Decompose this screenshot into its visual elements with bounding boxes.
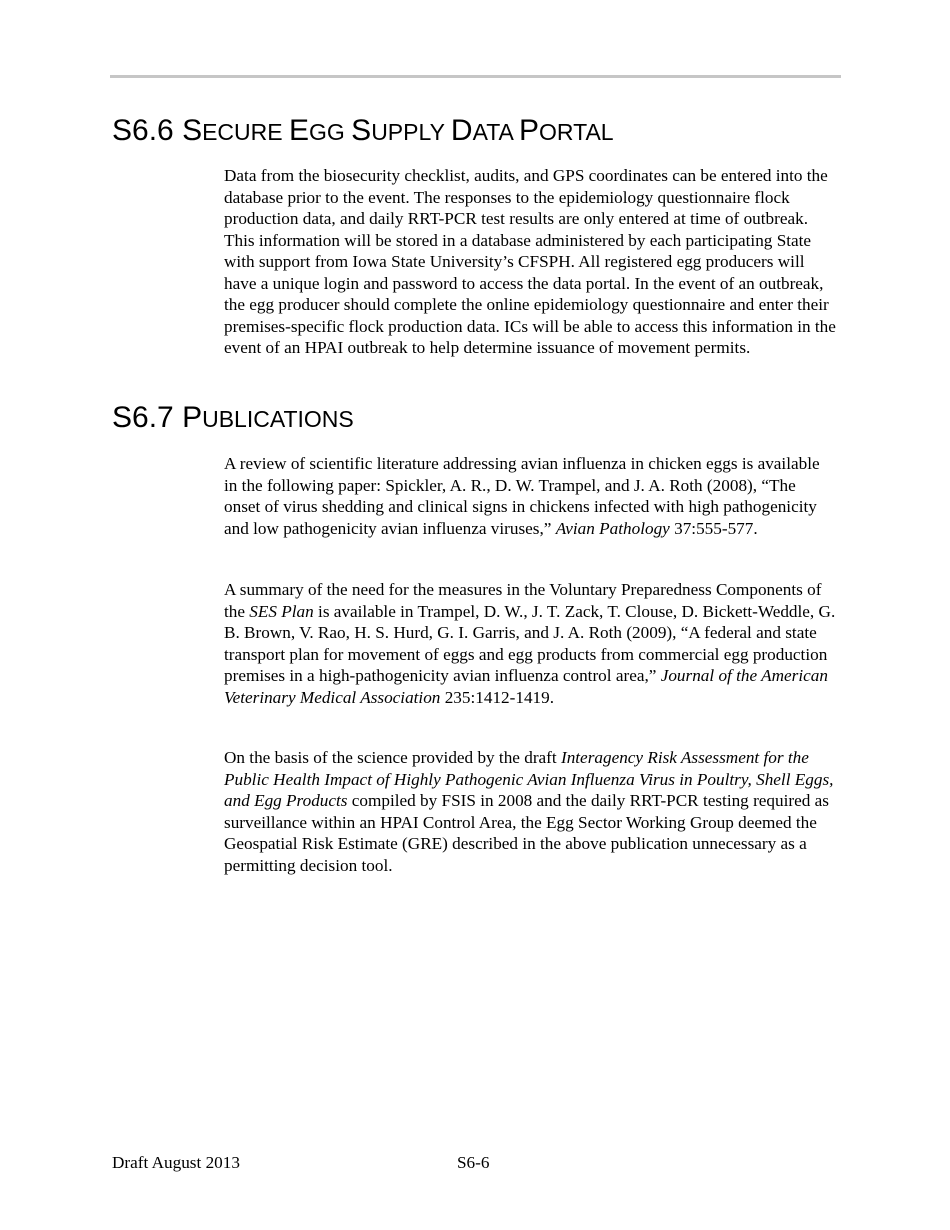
paragraph-data-portal: Data from the biosecurity checklist, audits, and GPS coordinates can be entered into the database prior to the event. The responses to the epidemiology questionnaire flock production data, and daily RRT-PCR test results are only entered at time of outbreak. This information will be stored in a database administered by each participating State with support from Iowa State University’s CFSPH. All registered egg producers will have a unique login and password to access the data portal. In the event of an outbreak, the egg producer should complete the online epidemiology questionnaire and enter their premises-specific flock production data. ICs will be able to access this information in the event of an HPAI outbreak to help determine issuance of movement permits. bbox=[224, 166, 836, 357]
journal-title: Journal of the American Veterinary Medical Association bbox=[224, 666, 828, 707]
journal-title: Avian Pathology bbox=[555, 518, 670, 538]
section-number: S6.6 bbox=[112, 114, 174, 147]
section-number: S6.7 bbox=[112, 401, 174, 434]
report-title: Interagency Risk Assessment for the Public Health Impact of Highly Pathogenic Avian Influenza Virus in Poultry, Shell Eggs, and Egg Products bbox=[224, 748, 834, 810]
footer-draft-date: Draft August 2013 bbox=[112, 1153, 240, 1172]
paragraph-trampel-summary: A summary of the need for the measures in the Voluntary Preparedness Components of the SES Plan is available in Trampel, D. W., J. T. Zack, T. Clouse, D. Bickett-Weddle, G. B. Brown, V. Rao, H. S. Hurd, G. I. Garris, and J. A. Roth (2009), “A federal and state transport plan for movement of eggs and egg products from commercial egg production premises in a high-pathogenicity avian influenza control area,” Journal of the American Veterinary Medical Association 235:1412-1419. bbox=[224, 580, 836, 707]
plan-title: SES Plan bbox=[249, 601, 314, 621]
header-rule bbox=[110, 75, 841, 78]
section-heading-s6-6: S6.6 SECURE EGG SUPPLY DATA PORTAL bbox=[112, 114, 614, 147]
paragraph-spickler-review: A review of scientific literature addressing avian influenza in chicken eggs is available in the following paper: Spickler, A. R., D. W. Trampel, and J. A. Roth (2008), “The onset of virus shedding and clinical signs in chickens infected with high pathogenicity and low pathogenicity avian influenza viruses,” Avian Pathology 37:555-577. bbox=[224, 454, 820, 538]
section-heading-s6-7: S6.7 PUBLICATIONS bbox=[112, 401, 354, 434]
page-number: S6-6 bbox=[457, 1153, 490, 1172]
paragraph-risk-assessment: On the basis of the science provided by the draft Interagency Risk Assessment for the Public Health Impact of Highly Pathogenic Avian Influenza Virus in Poultry, Shell Eggs, and Egg Products compiled by FSIS in 2008 and the daily RRT-PCR testing required as surveillance within an HPAI Control Area, the Egg Sector Working Group deemed the Geospatial Risk Estimate (GRE) described in the above publication unnecessary as a permitting decision tool. bbox=[224, 748, 834, 875]
